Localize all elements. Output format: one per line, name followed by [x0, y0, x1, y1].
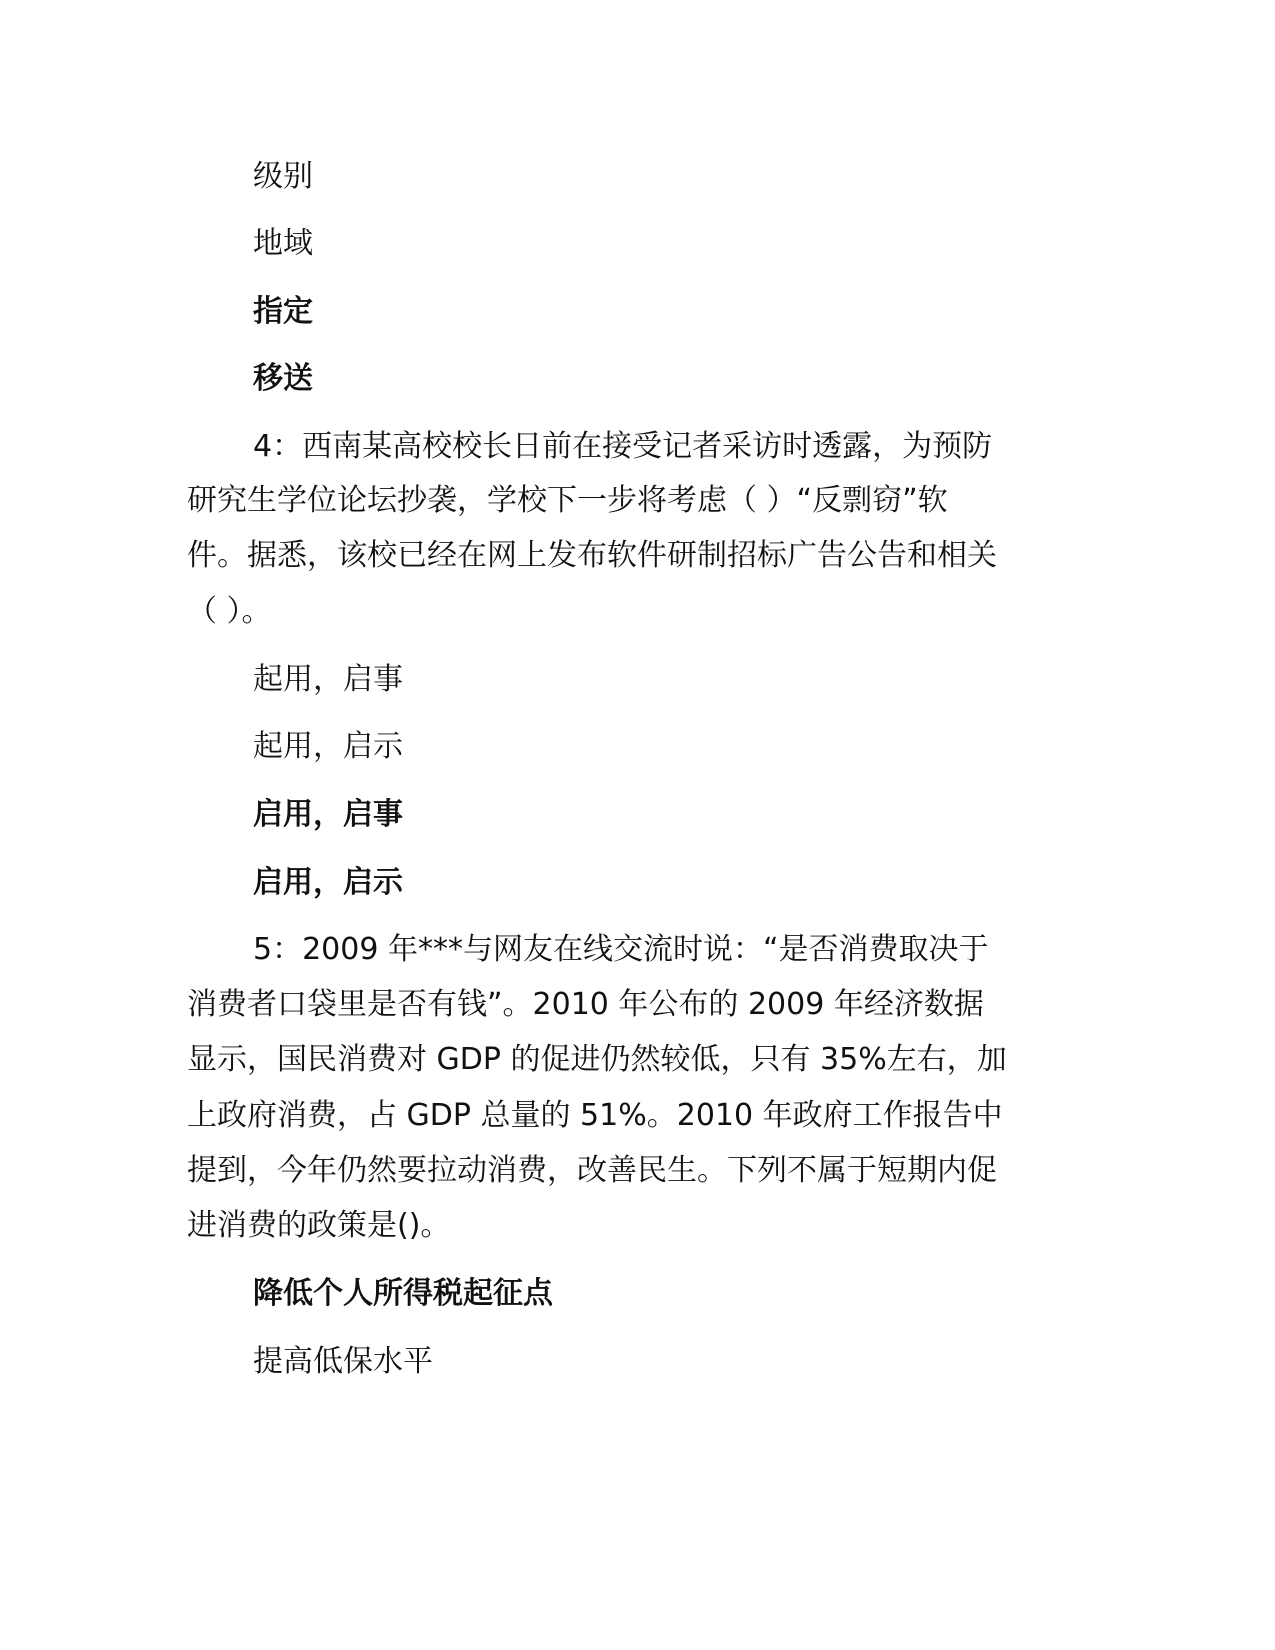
question-5-line-4: 上政府消费，占 GDP 总量的 51%。2010 年政府工作报告中 — [187, 1098, 1003, 1133]
option-q4-1: 起用，启事 — [253, 662, 403, 697]
option-q5-2: 提高低保水平 — [253, 1344, 433, 1379]
option-q3-1: 级别 — [253, 159, 313, 194]
option-q4-4: 启用，启示 — [253, 865, 403, 900]
question-4-line-3: 件。据悉，该校已经在网上发布软件研制招标广告公告和相关 — [187, 538, 997, 573]
question-4-line-2: 研究生学位论坛抄袭，学校下一步将考虑（ ）“反剽窃”软 — [187, 483, 948, 518]
option-q4-2: 起用，启示 — [253, 729, 403, 764]
option-q4-3: 启用，启事 — [253, 797, 403, 832]
question-5-line-1: 5：2009 年***与网友在线交流时说：“是否消费取决于 — [253, 932, 989, 967]
option-q3-3: 指定 — [253, 294, 313, 329]
option-q3-4: 移送 — [253, 361, 313, 396]
option-q5-1: 降低个人所得税起征点 — [253, 1276, 553, 1311]
question-4-line-1: 4：西南某高校校长日前在接受记者采访时透露，为预防 — [253, 429, 993, 464]
option-q3-2: 地域 — [253, 226, 313, 261]
question-5-line-5: 提到，今年仍然要拉动消费，改善民生。下列不属于短期内促 — [187, 1153, 997, 1188]
question-5-line-3: 显示，国民消费对 GDP 的促进仍然较低，只有 35%左右，加 — [187, 1042, 1007, 1077]
question-5-line-2: 消费者口袋里是否有钱”。2010 年公布的 2009 年经济数据 — [187, 987, 984, 1022]
question-4-line-4: （ ）。 — [187, 594, 272, 629]
question-5-line-6: 进消费的政策是()。 — [187, 1208, 451, 1243]
